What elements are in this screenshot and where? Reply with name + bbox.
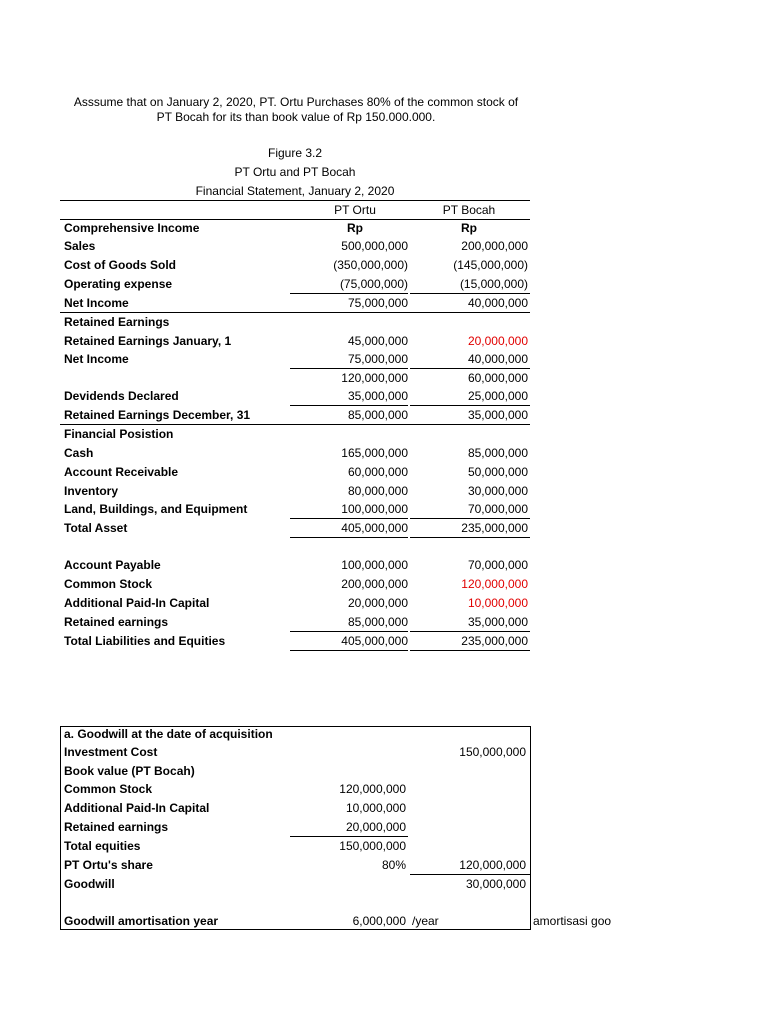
amortisation-label: Goodwill amortisation year <box>64 914 219 928</box>
row-label: Total Liabilities and Equities <box>64 634 226 648</box>
value-ortu: 405,000,000 <box>341 521 408 535</box>
apic-label: Additional Paid-In Capital <box>64 801 210 815</box>
value-bocah-highlight: 120,000,000 <box>461 577 528 591</box>
value-ortu: 85,000,000 <box>347 408 408 422</box>
column-header-bocah: PT Bocah <box>442 203 496 217</box>
value-bocah: 30,000,000 <box>467 484 528 498</box>
total-rule <box>410 537 530 538</box>
value-bocah: 25,000,000 <box>467 389 528 403</box>
row-label: Land, Buildings, and Equipment <box>64 502 248 516</box>
value-bocah: 235,000,000 <box>461 634 528 648</box>
investment-label: Investment Cost <box>64 745 158 759</box>
value-bocah: 70,000,000 <box>467 502 528 516</box>
retained-earnings-value: 20,000,000 <box>345 820 406 834</box>
goodwill-label: Goodwill <box>64 877 115 891</box>
currency-ortu: Rp <box>347 221 363 235</box>
row-label: Common Stock <box>64 577 153 591</box>
row-label: Retained Earnings December, 31 <box>64 408 251 422</box>
goodwill-value: 30,000,000 <box>465 877 526 891</box>
income-heading: Comprehensive Income <box>64 221 200 235</box>
currency-bocah: Rp <box>461 221 477 235</box>
value-ortu: 75,000,000 <box>347 352 408 366</box>
value-ortu: 85,000,000 <box>347 615 408 629</box>
value-bocah: 35,000,000 <box>467 615 528 629</box>
value-ortu: 45,000,000 <box>347 334 408 348</box>
value-ortu: 100,000,000 <box>341 502 408 516</box>
value-bocah: 235,000,000 <box>461 521 528 535</box>
value-ortu: (75,000,000) <box>339 277 408 291</box>
row-label: Operating expense <box>64 277 173 291</box>
common-stock-value: 120,000,000 <box>339 782 406 796</box>
value-bocah: 70,000,000 <box>467 558 528 572</box>
value-ortu: 60,000,000 <box>347 465 408 479</box>
row-label: Retained earnings <box>64 615 169 629</box>
total-rule <box>290 650 408 651</box>
row-label: Cash <box>64 446 94 460</box>
total-rule <box>290 537 408 538</box>
retained-heading: Retained Earnings <box>64 315 170 329</box>
share-label: PT Ortu's share <box>64 858 153 872</box>
share-value: 120,000,000 <box>459 858 526 872</box>
value-ortu: 405,000,000 <box>341 634 408 648</box>
row-label: Devidends Declared <box>64 389 179 403</box>
value-bocah: 35,000,000 <box>467 408 528 422</box>
row-label: Account Receivable <box>64 465 179 479</box>
goodwill-heading: a. Goodwill at the date of acquisition <box>64 727 273 741</box>
intro-line-1: Asssume that on January 2, 2020, PT. Ortu Purchases 80% of the common stock of <box>73 95 519 109</box>
value-ortu: 200,000,000 <box>341 577 408 591</box>
row-label: Additional Paid-In Capital <box>64 596 210 610</box>
value-bocah: 60,000,000 <box>467 371 528 385</box>
value-bocah-highlight: 10,000,000 <box>467 596 528 610</box>
apic-value: 10,000,000 <box>345 801 406 815</box>
amortisation-unit: /year <box>412 914 439 928</box>
value-bocah: (15,000,000) <box>459 277 528 291</box>
figure-label: Figure 3.2 <box>267 146 323 160</box>
row-label: Total Asset <box>64 521 128 535</box>
value-ortu: 165,000,000 <box>341 446 408 460</box>
row-label: Inventory <box>64 484 119 498</box>
value-bocah: 85,000,000 <box>467 446 528 460</box>
value-bocah-highlight: 20,000,000 <box>467 334 528 348</box>
row-label: Net Income <box>64 296 129 310</box>
total-equities-value: 150,000,000 <box>339 839 406 853</box>
row-label: Account Payable <box>64 558 161 572</box>
investment-value: 150,000,000 <box>459 745 526 759</box>
row-label: Retained Earnings January, 1 <box>64 334 232 348</box>
row-label: Sales <box>64 239 96 253</box>
book-value-label: Book value (PT Bocah) <box>64 764 195 778</box>
figure-title: PT Ortu and PT Bocah <box>234 165 356 179</box>
value-ortu: 120,000,000 <box>341 371 408 385</box>
value-bocah: 200,000,000 <box>461 239 528 253</box>
total-rule <box>410 650 530 651</box>
value-ortu: 35,000,000 <box>347 389 408 403</box>
value-ortu: 500,000,000 <box>341 239 408 253</box>
value-bocah: 40,000,000 <box>467 296 528 310</box>
value-ortu: 20,000,000 <box>347 596 408 610</box>
row-label: Net Income <box>64 352 129 366</box>
value-ortu: 80,000,000 <box>347 484 408 498</box>
value-ortu: 100,000,000 <box>341 558 408 572</box>
row-label: Cost of Goods Sold <box>64 258 176 272</box>
value-ortu: 75,000,000 <box>347 296 408 310</box>
goodwill-box-left <box>60 726 61 929</box>
value-bocah: 40,000,000 <box>467 352 528 366</box>
share-percent: 80% <box>381 858 406 872</box>
total-equities-label: Total equities <box>64 839 141 853</box>
amortisation-note: amortisasi goo <box>533 914 612 928</box>
figure-subtitle: Financial Statement, January 2, 2020 <box>195 184 395 198</box>
amortisation-value: 6,000,000 <box>352 914 406 928</box>
retained-earnings-label: Retained earnings <box>64 820 169 834</box>
common-stock-label: Common Stock <box>64 782 153 796</box>
column-header-ortu: PT Ortu <box>334 203 376 217</box>
intro-line-2: PT Bocah for its than book value of Rp 150.000.000. <box>156 110 436 124</box>
goodwill-box-right <box>530 726 531 929</box>
position-heading: Financial Posistion <box>64 427 174 441</box>
value-bocah: (145,000,000) <box>453 258 528 272</box>
value-bocah: 50,000,000 <box>467 465 528 479</box>
value-ortu: (350,000,000) <box>333 258 408 272</box>
